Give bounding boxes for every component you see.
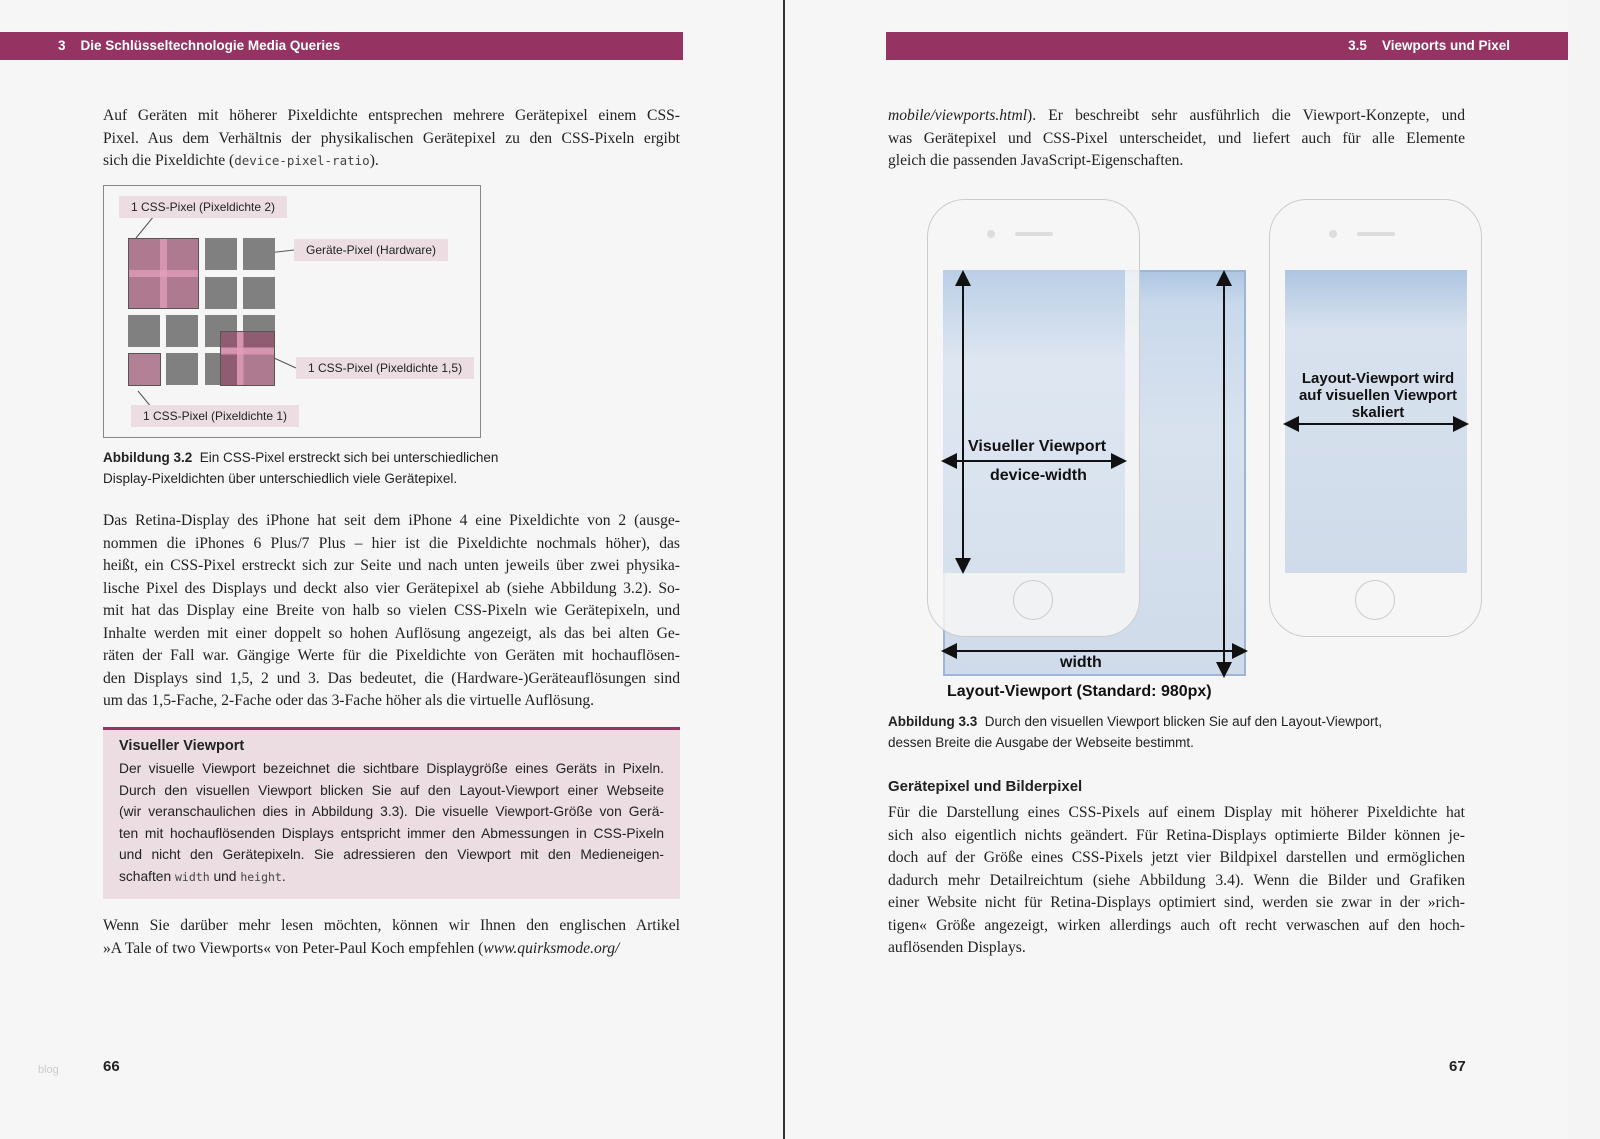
text-segment: Pixel. Aus dem Verhältnis der physikalischen Gerätepixel zu den CSS-Pixeln ergibt xyxy=(103,129,680,147)
text-segment: (wir veranschaulichen dies in Abbildung 3.3). Die visuelle Viewport-Größe von Gerä- xyxy=(119,804,664,819)
layout-viewport-label: Layout-Viewport (Standard: 980px) xyxy=(947,683,1212,700)
text-segment: Das Retina-Display des iPhone hat seit dem iPhone 4 eine Pixeldichte von 2 (ausge- xyxy=(103,512,680,529)
text-line xyxy=(103,938,680,961)
text-segment: Auf Geräten mit höherer Pixeldichte entsprechen mehrere Gerätepixel einem CSS- xyxy=(103,107,680,124)
figure-3-3-caption xyxy=(888,711,1382,753)
text-segment: mobile/viewports.html xyxy=(888,107,1028,124)
text-segment: heißt, ein CSS-Pixel erstreckt sich zur Seite und nach unten jeweils über zwei physika- xyxy=(103,557,680,574)
caption-number: Abbildung 3.3 xyxy=(888,714,978,729)
text-segment: ). xyxy=(369,152,379,169)
text-segment: und nicht den Gerätepixeln. Sie adressieren den Viewport mit den Medieneigen- xyxy=(119,847,664,862)
device-pixel xyxy=(128,315,160,347)
text-line xyxy=(888,937,1465,960)
text-line xyxy=(103,645,680,668)
text-line xyxy=(119,866,664,889)
text-line xyxy=(103,105,680,128)
caption-text: Ein CSS-Pixel erstreckt sich bei unterschiedlichen xyxy=(199,450,499,465)
css-pixel-density-2 xyxy=(128,238,199,309)
text-segment: was Gerätepixel und CSS-Pixel unterscheidet, und liefert auch für alle Elemente xyxy=(888,129,1465,147)
text-line xyxy=(103,555,680,578)
page-number-right: 67 xyxy=(1449,1058,1466,1075)
watermark: blog xyxy=(38,1064,59,1076)
text-segment: und xyxy=(209,868,241,884)
text-segment: www.quirksmode.org/ xyxy=(483,939,620,957)
text-line xyxy=(103,668,680,691)
left-paragraph-2 xyxy=(103,510,680,713)
section-title: Viewports und Pixel xyxy=(1381,38,1510,53)
device-pixel xyxy=(205,238,237,270)
text-segment: gleich die passenden JavaScript-Eigenschaften. xyxy=(888,152,1184,169)
text-segment: dadurch mehr Detailreichtum (siehe Abbildung 3.4). Wenn die Bilder und Grafiken xyxy=(888,871,1465,889)
chapter-number: 3 xyxy=(58,38,66,53)
text-line xyxy=(888,847,1465,870)
text-line xyxy=(103,600,680,623)
text-line xyxy=(103,150,680,173)
right-running-header xyxy=(886,32,1568,60)
device-pixel xyxy=(166,353,198,385)
text-line xyxy=(888,128,1465,151)
text-line xyxy=(103,578,680,601)
css-pixel-density-1-5 xyxy=(220,331,275,386)
text-segment: räten der Fall war. Gängige Werte für die Pixeldichte von Geräten mit hochauflösen- xyxy=(103,647,680,664)
info-box-body xyxy=(119,758,664,888)
text-line xyxy=(103,510,680,533)
text-line xyxy=(888,892,1465,915)
text-line xyxy=(119,780,664,802)
label-css-pixel-density-1: 1 CSS-Pixel (Pixeldichte 1) xyxy=(131,405,299,427)
label-device-pixel: Geräte-Pixel (Hardware) xyxy=(294,239,448,261)
section-number: 3.5 xyxy=(1348,38,1367,53)
text-segment: sich also eigentlich nichts geändert. Für Retina-Displays optimierte Bilder können je- xyxy=(888,826,1465,844)
caption-text: dessen Breite die Ausgabe der Webseite bestimmt. xyxy=(888,735,1194,750)
text-line xyxy=(119,823,664,845)
text-segment: lische Pixel des Displays und deckt also vier Gerätepixel ab (siehe Abbildung 3.2). So- xyxy=(103,579,680,597)
page-number-left: 66 xyxy=(103,1058,120,1075)
text-line xyxy=(103,623,680,646)
text-segment: tigen« Größe angezeigt, wirken allerdings auch oft recht verwaschen auf den hoch- xyxy=(888,916,1465,934)
left-paragraph-1 xyxy=(103,105,680,173)
text-segment: »A Tale of two Viewports« von Peter-Paul Koch empfehlen ( xyxy=(103,939,484,957)
css-pixel-density-1 xyxy=(128,353,161,386)
figure-3-2 xyxy=(103,185,481,438)
book-spine xyxy=(783,0,785,1139)
text-segment: mit hat das Display eine Breite von halb so vielen CSS-Pixeln wie Gerätepixeln, und xyxy=(103,602,680,619)
text-segment: Für die Darstellung eines CSS-Pixels auf einem Display mit höherer Pixeldichte hat xyxy=(888,804,1465,821)
label-css-pixel-density-2: 1 CSS-Pixel (Pixeldichte 2) xyxy=(119,196,287,218)
text-line xyxy=(103,915,680,938)
device-pixel xyxy=(243,238,275,270)
chapter-title: Die Schlüsseltechnologie Media Queries xyxy=(80,38,341,53)
text-segment: width xyxy=(175,869,210,884)
width-label: width xyxy=(1060,654,1102,671)
text-segment: Wenn Sie darüber mehr lesen möchten, können wir Ihnen den englischen Artikel xyxy=(103,917,680,934)
text-line xyxy=(119,801,664,823)
device-pixel xyxy=(243,277,275,309)
device-pixel xyxy=(166,315,198,347)
label-css-pixel-density-1-5: 1 CSS-Pixel (Pixeldichte 1,5) xyxy=(296,357,474,379)
text-segment: height xyxy=(240,869,282,884)
text-segment: sich die Pixeldichte ( xyxy=(103,152,235,169)
text-segment: Durch den visuellen Viewport blicken Sie auf den Layout-Viewport einer Webseite xyxy=(119,782,664,798)
info-box-visual-viewport xyxy=(103,727,680,899)
text-line xyxy=(888,150,1465,173)
text-segment: den Displays sind 1,5, 2 und 3. Das bedeutet, die (Hardware-)Geräteauflösungen sind xyxy=(103,669,680,687)
section-heading: Gerätepixel und Bilderpixel xyxy=(888,778,1083,795)
info-box-title: Visueller Viewport xyxy=(119,738,245,754)
text-segment: nommen die iPhones 6 Plus/7 Plus – hier ist die Pixeldichte nochmals höher), das xyxy=(103,534,680,552)
text-segment: einer Website nicht für Retina-Displays optimiert sind, werden sie zwar in der »rich- xyxy=(888,894,1465,911)
left-paragraph-3 xyxy=(103,915,680,960)
text-segment: device-pixel-ratio xyxy=(234,153,370,168)
text-line xyxy=(888,825,1465,848)
caption-text: Durch den visuellen Viewport blicken Sie auf den Layout-Viewport, xyxy=(984,714,1383,729)
left-running-header xyxy=(0,32,683,60)
figure-3-2-caption xyxy=(103,447,498,489)
text-segment: auflösenden Displays. xyxy=(888,939,1026,956)
text-segment: schaften xyxy=(119,868,175,884)
text-line xyxy=(119,844,664,866)
text-line xyxy=(888,802,1465,825)
text-segment: Der visuelle Viewport bezeichnet die sichtbare Displaygröße eines Geräts in Pixeln. xyxy=(119,761,664,776)
visual-viewport-label: Visueller Viewport xyxy=(968,438,1107,455)
right-paragraph-2 xyxy=(888,802,1465,960)
caption-text: Display-Pixeldichten über unterschiedlich viele Gerätepixel. xyxy=(103,471,458,486)
text-segment: ). Er beschreibt sehr ausführlich die Viewport-Konzepte, und xyxy=(1027,107,1465,124)
text-line xyxy=(888,915,1465,938)
text-line xyxy=(103,690,680,713)
text-segment: Inhalte werden mit einer doppelt so hohen Auflösung angezeigt, als das bei alten Ge- xyxy=(103,624,680,642)
right-paragraph-1 xyxy=(888,105,1465,173)
scaled-label: Layout-Viewport wird auf visuellen Viewport skaliert xyxy=(1298,370,1458,421)
text-line xyxy=(103,533,680,556)
device-pixel xyxy=(205,277,237,309)
device-width-label: device-width xyxy=(990,467,1087,484)
caption-number: Abbildung 3.2 xyxy=(103,450,193,465)
text-line xyxy=(103,128,680,151)
text-segment: ten mit hochauflösenden Displays entspricht immer den Abmessungen in CSS-Pixeln xyxy=(119,825,664,841)
figure-3-3 xyxy=(900,190,1500,710)
text-segment: . xyxy=(281,868,286,884)
leader-lines xyxy=(104,186,482,439)
text-line xyxy=(119,758,664,780)
text-line xyxy=(888,870,1465,893)
text-line xyxy=(888,105,1465,128)
text-segment: um das 1,5-Fache, 2-Fache oder das 3-Fache höher als die virtuelle Auflösung. xyxy=(103,692,595,709)
text-segment: doch auf der Größe eines CSS-Pixels jetzt vier Bildpixel darstellen und ermöglichen xyxy=(888,849,1465,866)
